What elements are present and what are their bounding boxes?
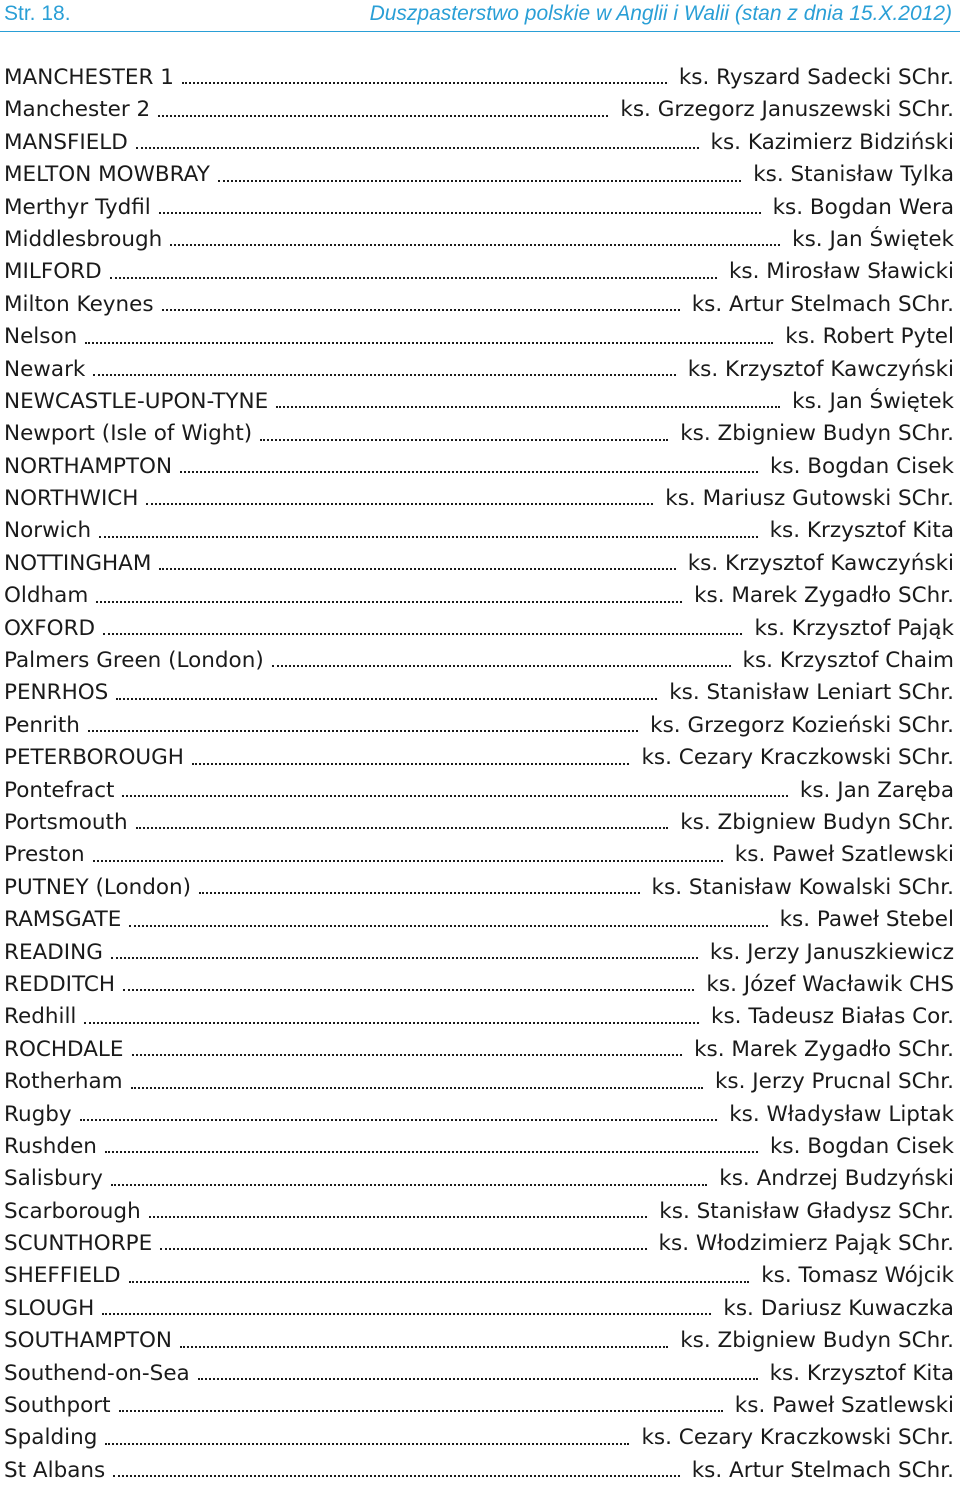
list-item (4, 775, 954, 807)
dot-leader (180, 1346, 668, 1348)
list-item (4, 1325, 954, 1357)
dot-leader (146, 503, 653, 505)
place-name: Middlesbrough (4, 226, 163, 252)
place-name: SHEFFIELD (4, 1263, 121, 1289)
list-item (4, 677, 954, 709)
place-name: Scarborough (4, 1198, 141, 1224)
dot-leader (198, 1378, 758, 1380)
priest-name: ks. Jerzy Januszkiewicz (709, 939, 954, 965)
place-name: SCUNTHORPE (4, 1231, 153, 1257)
priest-name: ks. Krzysztof Pająk (754, 615, 954, 641)
dot-leader (162, 309, 680, 311)
dot-leader (158, 115, 608, 117)
place-name: Palmers Green (London) (4, 648, 264, 674)
dot-leader (116, 698, 657, 700)
priest-name: ks. Krzysztof Chaim (742, 648, 954, 674)
dot-leader (105, 1151, 758, 1153)
dot-leader (113, 1475, 679, 1477)
list-item (4, 710, 954, 742)
place-name: Milton Keynes (4, 291, 154, 317)
priest-name: ks. Mirosław Sławicki (728, 259, 954, 285)
dot-leader (93, 860, 723, 862)
priest-name: ks. Krzysztof Kawczyński (687, 356, 954, 382)
place-name: MANSFIELD (4, 129, 128, 155)
place-name: Merthyr Tydfil (4, 194, 151, 220)
priest-name: ks. Paweł Szatlewski (734, 1393, 954, 1419)
dot-leader (180, 471, 758, 473)
list-item (4, 937, 954, 969)
priest-name: ks. Andrzej Budzyński (719, 1166, 954, 1192)
place-name: PUTNEY (London) (4, 874, 192, 900)
place-name: PENRHOS (4, 680, 109, 706)
list-item (4, 613, 954, 645)
list-item (4, 1196, 954, 1228)
dot-leader (132, 1054, 683, 1056)
dot-leader (129, 1281, 750, 1283)
list-item (4, 1422, 954, 1454)
list-item (4, 354, 954, 386)
dot-leader (80, 1119, 718, 1121)
list-item (4, 256, 954, 288)
priest-name: ks. Zbigniew Budyn SChr. (680, 1328, 954, 1354)
dot-leader (84, 1022, 699, 1024)
place-name: MANCHESTER 1 (4, 65, 174, 90)
dot-leader (159, 212, 761, 214)
priest-name: ks. Cezary Kraczkowski SChr. (641, 1425, 954, 1451)
priest-name: ks. Stanisław Kowalski SChr. (651, 874, 954, 900)
place-name: Portsmouth (4, 809, 128, 835)
priest-name: ks. Dariusz Kuwaczka (723, 1295, 954, 1321)
place-name: NOTTINGHAM (4, 550, 152, 576)
place-name: Rugby (4, 1101, 72, 1127)
place-name: St Albans (4, 1457, 106, 1483)
dot-leader (119, 1410, 723, 1412)
place-name: Southport (4, 1393, 111, 1419)
place-name: Rotherham (4, 1069, 123, 1095)
place-name: Oldham (4, 583, 89, 609)
place-name: OXFORD (4, 615, 96, 641)
priest-name: ks. Krzysztof Kita (769, 518, 954, 544)
place-name: Redhill (4, 1004, 77, 1030)
list-item (4, 515, 954, 547)
dot-leader (159, 568, 675, 570)
list-item (4, 1099, 954, 1131)
priest-name: ks. Bogdan Cisek (769, 453, 954, 479)
place-name: MILFORD (4, 259, 102, 285)
place-name: Manchester 2 (4, 97, 151, 123)
list-item (4, 872, 954, 904)
dot-leader (136, 147, 699, 149)
place-name: MELTON MOWBRAY (4, 162, 210, 188)
dot-leader (105, 1443, 629, 1445)
dot-leader (149, 1216, 648, 1218)
place-name: Pontefract (4, 777, 115, 803)
list-item (4, 742, 954, 774)
list-item (4, 127, 954, 159)
priest-name: ks. Jerzy Prucnal SChr. (714, 1069, 954, 1095)
list-item (4, 1293, 954, 1325)
priest-name: ks. Józef Wacławik CHS (706, 971, 954, 997)
parish-list (4, 62, 954, 1487)
list-item (4, 224, 954, 256)
page-header (0, 0, 960, 30)
list-item (4, 386, 954, 418)
priest-name: ks. Zbigniew Budyn SChr. (680, 809, 954, 835)
priest-name: ks. Mariusz Gutowski SChr. (665, 486, 954, 512)
list-item (4, 904, 954, 936)
dot-leader (102, 1313, 711, 1315)
header-rule (0, 31, 960, 32)
page-number: Str. 18. (4, 2, 71, 25)
priest-name: ks. Paweł Szatlewski (734, 842, 954, 868)
list-item (4, 1066, 954, 1098)
dot-leader (218, 180, 741, 182)
priest-name: ks. Cezary Kraczkowski SChr. (641, 745, 954, 771)
dot-leader (131, 1087, 703, 1089)
priest-name: ks. Włodzimierz Pająk SChr. (658, 1231, 954, 1257)
list-item (4, 580, 954, 612)
list-item (4, 321, 954, 353)
list-item (4, 1131, 954, 1163)
list-item (4, 1390, 954, 1422)
priest-name: ks. Zbigniew Budyn SChr. (680, 421, 954, 447)
place-name: RAMSGATE (4, 907, 122, 933)
list-item (4, 1455, 954, 1487)
priest-name: ks. Jan Świętek (792, 226, 954, 252)
list-item (4, 1163, 954, 1195)
place-name: Penrith (4, 712, 80, 738)
priest-name: ks. Marek Zygadło SChr. (694, 583, 954, 609)
dot-leader (88, 730, 638, 732)
dot-leader (272, 665, 731, 667)
list-item (4, 159, 954, 191)
place-name: Rushden (4, 1133, 97, 1159)
place-name: NORTHAMPTON (4, 453, 173, 479)
dot-leader (85, 342, 773, 344)
priest-name: ks. Grzegorz Kozieński SChr. (650, 712, 954, 738)
priest-name: ks. Krzysztof Kita (769, 1360, 954, 1386)
priest-name: ks. Jan Świętek (792, 388, 954, 414)
dot-leader (110, 277, 717, 279)
list-item (4, 483, 954, 515)
dot-leader (136, 827, 669, 829)
dot-leader (111, 1184, 707, 1186)
dot-leader (160, 1248, 646, 1250)
dot-leader (123, 989, 694, 991)
priest-name: ks. Ryszard Sadecki SChr. (678, 65, 954, 90)
priest-name: ks. Tadeusz Białas Cor. (711, 1004, 954, 1030)
priest-name: ks. Marek Zygadło SChr. (694, 1036, 954, 1062)
place-name: PETERBOROUGH (4, 745, 184, 771)
place-name: ROCHDALE (4, 1036, 124, 1062)
dot-leader (260, 439, 668, 441)
priest-name: ks. Krzysztof Kawczyński (687, 550, 954, 576)
list-item (4, 192, 954, 224)
priest-name: ks. Grzegorz Januszewski SChr. (620, 97, 954, 123)
page-title: Duszpasterstwo polskie w Anglii i Walii (stan z dnia 15.X.2012) (369, 2, 952, 25)
priest-name: ks. Stanisław Gładysz SChr. (659, 1198, 954, 1224)
priest-name: ks. Robert Pytel (785, 324, 954, 350)
priest-name: ks. Paweł Stebel (779, 907, 954, 933)
dot-leader (129, 925, 767, 927)
dot-leader (276, 406, 780, 408)
dot-leader (111, 957, 698, 959)
dot-leader (192, 763, 630, 765)
priest-name: ks. Tomasz Wójcik (761, 1263, 954, 1289)
priest-name: ks. Władysław Liptak (729, 1101, 954, 1127)
dot-leader (96, 601, 682, 603)
priest-name: ks. Stanisław Tylka (753, 162, 954, 188)
dot-leader (122, 795, 787, 797)
priest-name: ks. Artur Stelmach SChr. (691, 291, 954, 317)
dot-leader (93, 374, 675, 376)
list-item (4, 548, 954, 580)
list-item (4, 1228, 954, 1260)
place-name: Salisbury (4, 1166, 103, 1192)
place-name: Nelson (4, 324, 78, 350)
priest-name: ks. Kazimierz Bidziński (710, 129, 954, 155)
place-name: Preston (4, 842, 85, 868)
place-name: Spalding (4, 1425, 98, 1451)
place-name: SOUTHAMPTON (4, 1328, 172, 1354)
place-name: READING (4, 939, 103, 965)
place-name: REDDITCH (4, 971, 116, 997)
list-item (4, 1001, 954, 1033)
list-item (4, 62, 954, 94)
list-item (4, 839, 954, 871)
priest-name: ks. Bogdan Cisek (769, 1133, 954, 1159)
list-item (4, 1358, 954, 1390)
priest-name: ks. Bogdan Wera (772, 194, 954, 220)
list-item (4, 645, 954, 677)
list-item (4, 1260, 954, 1292)
priest-name: ks. Jan Zaręba (799, 777, 954, 803)
list-item (4, 807, 954, 839)
list-item (4, 418, 954, 450)
place-name: Norwich (4, 518, 92, 544)
list-item (4, 289, 954, 321)
place-name: Newark (4, 356, 86, 382)
list-item (4, 1034, 954, 1066)
place-name: Newport (Isle of Wight) (4, 421, 253, 447)
list-item (4, 94, 954, 126)
place-name: NORTHWICH (4, 486, 139, 512)
place-name: Southend-on-Sea (4, 1360, 190, 1386)
dot-leader (170, 244, 780, 246)
list-item (4, 451, 954, 483)
dot-leader (99, 536, 757, 538)
priest-name: ks. Stanisław Leniart SChr. (669, 680, 954, 706)
dot-leader (182, 82, 667, 84)
list-item (4, 969, 954, 1001)
priest-name: ks. Artur Stelmach SChr. (691, 1457, 954, 1483)
place-name: NEWCASTLE-UPON-TYNE (4, 388, 269, 414)
dot-leader (199, 892, 639, 894)
place-name: SLOUGH (4, 1295, 95, 1321)
dot-leader (103, 633, 742, 635)
